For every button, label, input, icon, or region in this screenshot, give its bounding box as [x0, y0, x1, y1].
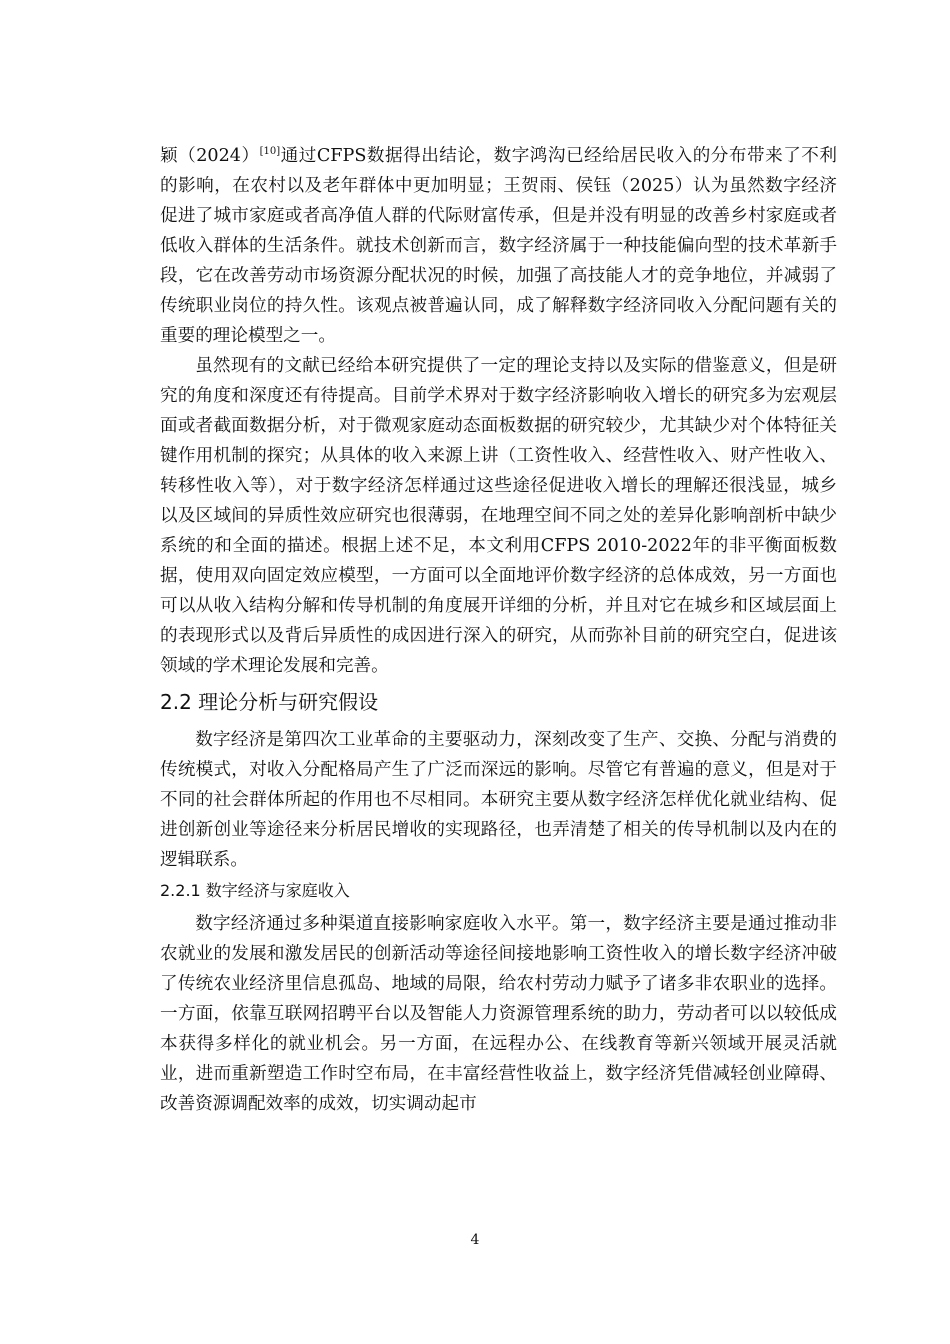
- subsection-heading-2-2-1: 2.2.1 数字经济与家庭收入: [160, 881, 350, 900]
- citation-reference: [10]: [259, 146, 281, 158]
- page-number: 4: [470, 1232, 480, 1248]
- paragraph-digital-economy-income: 数字经济通过多种渠道直接影响家庭收入水平。第一，数字经济主要是通过推动非农就业的发展和激发居民的创新活动等途径间接地影响工资性收入的增长数字经济冲破了传统农业经济里信息孤岛、地域的局限，给农村劳动力赋予了诸多非农职业的选择。一方面，依靠互联网招聘平台以及智能人力资源管理系统的助力，劳动者可以以较低成本获得多样化的就业机会。另一方面，在远程办公、在线教育等新兴领域开展灵活就业，进而重新塑造工作时空布局，在丰富经营性收益上，数字经济凭借减轻创业障碍、改善资源调配效率的成效，切实调动起市: [160, 914, 837, 1114]
- paragraph-research-gap: 虽然现有的文献已经给本研究提供了一定的理论支持以及实际的借鉴意义，但是研究的角度和深度还有待提高。目前学术界对于数字经济影响收入增长的研究多为宏观层面或者截面数据分析，对于微观家庭动态面板数据的研究较少，尤其缺少对个体特征关键作用机制的探究；从具体的收入来源上讲（工资性收入、经营性收入、财产性收入、转移性收入等），对于数字经济怎样通过这些途径促进收入增长的理解还很浅显，城乡以及区域间的异质性效应研究也很薄弱，在地理空间不同之处的差异化影响剖析中缺少系统的和全面的描述。根据上述不足，本文利用CFPS 2010-2022年的非平衡面板数据，使用双向固定效应模型，一方面可以全面地评价数字经济的总体成效，另一方面也可以从收入结构分解和传导机制的角度展开详细的分析，并且对它在城乡和区域层面上的表现形式以及背后异质性的成因进行深入的研究，从而弥补目前的研究空白，促进该领域的学术理论发展和完善。: [160, 356, 837, 676]
- section-heading-2-2: 2.2 理论分析与研究假设: [160, 690, 379, 714]
- document-body: [160, 141, 837, 1119]
- paragraph-theory-intro: 数字经济是第四次工业革命的主要驱动力，深刻改变了生产、交换、分配与消费的传统模式，对收入分配格局产生了广泛而深远的影响。尽管它有普遍的意义，但是对于不同的社会群体所起的作用也不尽相同。本研究主要从数字经济怎样优化就业结构、促进创新创业等途径来分析居民增收的实现路径，也弄清楚了相关的传导机制以及内在的逻辑联系。: [160, 730, 837, 870]
- paragraph-literature-review-end: [160, 141, 837, 351]
- paragraph-text: 通过CFPS数据得出结论，数字鸿沟已经给居民收入的分布带来了不利的影响，在农村以及老年群体中更加明显；王贺雨、侯钰（2025）认为虽然数字经济促进了城市家庭或者高净值人群的代际财富传承，但是并没有明显的改善乡村家庭或者低收入群体的生活条件。就技术创新而言，数字经济属于一种技能偏向型的技术革新手段，它在改善劳动市场资源分配状况的时候，加强了高技能人才的竞争地位，并减弱了传统职业岗位的持久性。该观点被普遍认同，成了解释数字经济同收入分配问题有关的重要的理论模型之一。: [160, 146, 837, 346]
- paragraph-text: 颖（2024）: [160, 146, 260, 166]
